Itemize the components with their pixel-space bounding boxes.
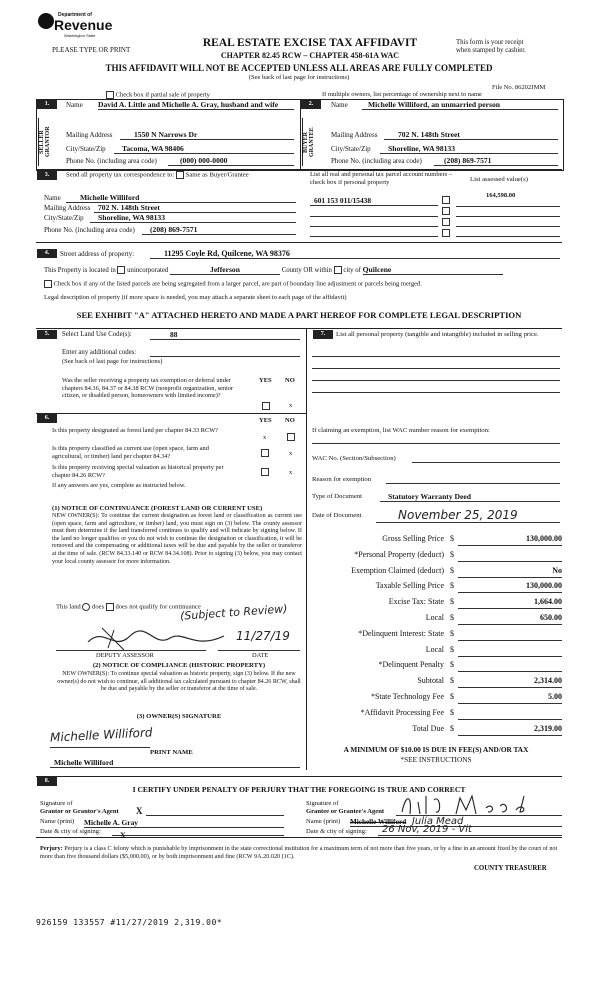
type-or-print: PLEASE TYPE OR PRINT xyxy=(52,46,131,54)
fee-label: *Affidavit Processing Fee xyxy=(360,707,444,717)
fee-dollar-sign: $ xyxy=(450,644,454,654)
fee-value xyxy=(458,645,562,657)
land-use-code: 88 xyxy=(170,330,178,339)
fee-value xyxy=(458,629,562,641)
notice-2-title: (2) NOTICE OF COMPLIANCE (HISTORIC PROPERTY) xyxy=(92,662,266,669)
owner-signature-hand: Michelle Williford xyxy=(49,725,153,745)
located-in-row xyxy=(44,265,503,275)
segregated-label: Check box if any of the listed parcels are being segregated from a larger parcel, are part of boundary line adjustment or parcels being merged. xyxy=(53,280,422,288)
historic-yes-checkbox[interactable] xyxy=(261,468,269,476)
fee-value xyxy=(458,550,562,562)
assessor-date-hand: 11/27/19 xyxy=(236,629,290,643)
buyer-phone: (208) 869-7571 xyxy=(434,156,558,166)
grantee-date-hand: 26 Nov, 2019 - Vit xyxy=(378,824,562,836)
personal-property-checkbox[interactable] xyxy=(442,196,450,204)
reason-label: Reason for exemption xyxy=(312,476,372,483)
fee-label: Local xyxy=(425,613,444,622)
wac-no-label: WAC No. (Section/Subsection) xyxy=(312,455,396,462)
assessed-heading: List assessed value(s) xyxy=(470,176,528,183)
send-correspondence-label: Send all property tax correspondence to: xyxy=(66,171,175,179)
if-yes-note: If any answers are yes, complete as instructed below. xyxy=(52,482,186,489)
grantor-x-mark: X xyxy=(136,806,143,816)
partial-sale-label: Check box if partial sale of property xyxy=(115,91,210,99)
fee-row xyxy=(312,597,562,610)
fee-value xyxy=(458,708,562,720)
buyer-address-label: Mailing Address xyxy=(331,131,378,139)
section-1-number: 1. xyxy=(37,100,57,109)
fee-value: 2,319.00 xyxy=(458,724,562,736)
section-7-number: 7. xyxy=(313,330,333,339)
seller-side-label: SELLER GRANTOR xyxy=(38,118,59,166)
grantee-sig-label-2: Grantee or Grantee's Agent xyxy=(306,808,385,815)
owner-sig-line xyxy=(50,747,150,748)
fee-label: Taxable Selling Price xyxy=(375,581,444,591)
no-header-6: NO xyxy=(285,417,295,424)
fee-row xyxy=(312,724,562,737)
seller-address: 1550 N Narrows Dr xyxy=(120,130,294,140)
property-street: 11295 Coyle Rd, Quilcene, WA 98376 xyxy=(150,249,560,259)
notice-1-text: NEW OWNER(S): To continue the current designation as forest land or classification as current use (open space, farm and agriculture, or timber) land, you must sign on (3) below. The county assessor must then determine if the land transferred continues to qualify and will indicate by signing below. If the land no longer qualifies or you do not wish to continue the designation or classification, it will be removed and the compensating or additional taxes will be due and payable by the seller or transferor at the time of sale. (RCW 84.33.140 or RCW 84.34.108). Prior to signing (3) below, you may contact your local county assessor for more information. xyxy=(52,513,302,565)
receipt-note-2: when stamped by cashier. xyxy=(456,47,526,54)
additional-codes-note: (See back of last page for instructions) xyxy=(62,358,163,365)
fee-label: Total Due xyxy=(412,723,444,733)
section-3-number: 3. xyxy=(37,171,57,180)
fee-label: *Delinquent Penalty xyxy=(378,660,444,670)
historic-question: Is this property receiving special valuation as historical property per chapter 84.26 RCW? xyxy=(52,464,224,479)
assessed-value: 164,598.00 xyxy=(486,192,516,199)
section-5-border xyxy=(36,328,306,329)
unincorporated-checkbox[interactable] xyxy=(117,266,125,274)
section-6-number: 6. xyxy=(37,414,57,423)
seller-name-label: Name xyxy=(66,101,83,109)
notice-2-text: NEW OWNER(S): To continue special valuation as historic property, sign (3) below. If the new owner(s) do not wish to continue, all additional tax calculated pursuant to chapter 84.26 RCW, shall be due and payable by the seller or transferor at the time of sale. xyxy=(57,671,301,693)
yes-header: YES xyxy=(259,377,272,384)
street-label: Street address of property: xyxy=(60,250,135,258)
fee-value: 130,000.00 xyxy=(458,581,562,593)
fee-dollar-sign: $ xyxy=(450,660,454,670)
county-treasurer: COUNTY TREASURER xyxy=(474,865,547,872)
fee-value: 130,000.00 xyxy=(458,534,562,546)
this-land-label: This land xyxy=(56,603,81,611)
corr-address: 702 N. 148th Street xyxy=(94,203,296,213)
current-use-yes-checkbox[interactable] xyxy=(261,449,269,457)
no-header: NO xyxy=(285,377,295,384)
fee-value: 1,664.00 xyxy=(458,597,562,609)
forest-land-question: Is this property designated as forest land per chapter 84.33 RCW? xyxy=(52,427,218,434)
fee-label: Subtotal xyxy=(417,676,444,686)
doc-date: November 25, 2019 xyxy=(376,508,560,523)
fee-dollar-sign: $ xyxy=(450,565,454,575)
fee-row xyxy=(312,692,562,705)
corr-name-label: Name xyxy=(44,194,61,202)
buyer-name: Michelle Williford, an unmarried person xyxy=(362,100,558,110)
personal-property-line xyxy=(312,392,560,393)
deputy-assessor-label: DEPUTY ASSESSOR xyxy=(96,652,154,659)
handwritten-subject-to-review: (Subject to Review) xyxy=(179,602,288,623)
logo-state-text: Washington State xyxy=(64,33,96,38)
exemption-no-mark: x xyxy=(289,402,293,409)
seller-phone: (000) 000-0000 xyxy=(168,156,294,166)
buyer-name-label: Name xyxy=(331,101,348,109)
file-number: File No. 86202JMM xyxy=(492,84,546,91)
receipt-stamp: 926159 133557 #11/27/2019 2,319.00* xyxy=(36,918,223,927)
current-use-no-mark: x xyxy=(289,450,293,457)
parcel-rows xyxy=(442,196,450,237)
fee-row xyxy=(312,534,562,547)
dor-logo xyxy=(38,10,113,40)
fee-row xyxy=(312,550,562,563)
send-correspondence xyxy=(66,171,249,179)
segregated-checkbox[interactable] xyxy=(44,280,52,288)
fee-value xyxy=(458,660,562,672)
exemption-claim-label: If claiming an exemption, list WAC number reason for exemption: xyxy=(312,427,490,434)
grantor-name: Michelle A. Gray xyxy=(84,818,284,828)
fee-dollar-sign: $ xyxy=(450,628,454,638)
yes-header-6: YES xyxy=(259,417,272,424)
fee-dollar-sign: $ xyxy=(450,723,454,733)
property-county: Jefferson xyxy=(170,265,280,275)
additional-codes-line xyxy=(150,356,300,357)
grantee-name-hand: Julia Mead xyxy=(411,816,464,827)
assessor-date-label: DATE xyxy=(252,652,269,659)
corr-phone: (208) 869-7571 xyxy=(142,225,296,235)
fee-value: 2,314.00 xyxy=(458,676,562,688)
corr-city: Shoreline, WA 98133 xyxy=(90,213,296,223)
assessor-sig-line xyxy=(56,650,206,651)
fee-dollar-sign: $ xyxy=(450,534,454,543)
owner-print-name: Michelle Williford xyxy=(50,758,300,768)
historic-no-mark: x xyxy=(289,469,293,476)
grantor-name-label: Name (print) xyxy=(40,818,75,825)
same-as-buyer-checkbox[interactable] xyxy=(176,171,184,179)
section-5-number: 5. xyxy=(37,330,57,339)
fee-row xyxy=(312,613,562,626)
personal-property-label: List all personal property (tangible and intangible) included in selling price. xyxy=(336,331,539,338)
buyer-phone-label: Phone No. (including area code) xyxy=(331,157,422,165)
form-title: REAL ESTATE EXCISE TAX AFFIDAVIT xyxy=(202,37,418,49)
forest-yes-mark: x xyxy=(263,434,267,441)
fee-label: Gross Selling Price xyxy=(382,534,444,543)
fee-dollar-sign: $ xyxy=(450,549,454,559)
logo-mark-icon xyxy=(38,13,54,29)
assessed-line xyxy=(456,206,560,207)
fee-label: *Delinquent Interest: State xyxy=(358,628,444,638)
minimum-fee-note: A MINIMUM OF $10.00 IS DUE IN FEE(S) AND/OR TAX xyxy=(343,745,529,754)
multiple-owners-note: If multiple owners, list percentage of ownership next to name xyxy=(322,91,482,98)
seller-address-label: Mailing Address xyxy=(66,131,113,139)
fee-value: 650.00 xyxy=(458,613,562,625)
grantee-date-label: Date & city of signing: xyxy=(306,828,367,835)
corr-address-label: Mailing Address xyxy=(44,204,91,212)
see-instructions: (See back of last page for instructions) xyxy=(248,74,350,81)
fee-row xyxy=(312,581,562,594)
parcel-heading: List all real and personal tax parcel account numbers – check box if personal property xyxy=(310,171,453,186)
city-of-label: city of xyxy=(343,267,361,274)
forest-no-checkbox[interactable] xyxy=(287,433,295,441)
buyer-address: 702 N. 148th Street xyxy=(384,130,558,140)
form-warning: THIS AFFIDAVIT WILL NOT BE ACCEPTED UNLESS ALL AREAS ARE FULLY COMPLETED xyxy=(105,63,493,73)
fee-row xyxy=(312,676,562,689)
does-label: does xyxy=(92,603,105,611)
fee-label: *Personal Property (deduct) xyxy=(354,549,444,559)
form-chapter: CHAPTER 82.45 RCW – CHAPTER 458-61A WAC xyxy=(220,51,400,60)
land-use-label: Select Land Use Code(s): xyxy=(62,331,132,338)
fee-dollar-sign: $ xyxy=(450,692,454,701)
fee-row xyxy=(312,566,562,579)
notice-1-title: (1) NOTICE OF CONTINUANCE (FOREST LAND OR CURRENT USE) xyxy=(52,505,263,512)
doc-type: Statutory Warranty Deed xyxy=(380,492,560,502)
seller-city-label: City/State/Zip xyxy=(66,145,106,153)
assessor-date-line xyxy=(218,650,300,651)
section-divider xyxy=(300,99,301,169)
perjury-label: Perjury: xyxy=(40,845,63,852)
fee-value: 5.00 xyxy=(458,692,562,704)
perjury-text: Perjury is a class C felony which is punishable by imprisonment in the state correctional institution for a maximum term of not more than five years, or by a fine in an amount fixed by the court of not more than five thousand dollars ($5,000.00), or by both imprisonment and fine (RCW 9A.20.020 (1C). xyxy=(40,845,558,860)
parcel-line xyxy=(310,236,438,237)
fee-label: Exemption Claimed (deduct) xyxy=(351,565,444,575)
fee-label: Excise Tax: State xyxy=(388,597,444,607)
doc-date-label: Date of Document xyxy=(312,512,362,519)
located-in-label: This Property is located in xyxy=(44,267,116,274)
personal-property-checkbox[interactable] xyxy=(442,207,450,215)
buyer-city: Shoreline, WA 98133 xyxy=(380,144,558,154)
logo-dept-text: Department of xyxy=(58,12,92,18)
parcel-line xyxy=(310,216,438,217)
grantee-sig-label-1: Signature of xyxy=(306,800,339,807)
exemption-claim-line xyxy=(312,443,560,444)
fee-dollar-sign: $ xyxy=(450,707,454,717)
fee-value: No xyxy=(458,566,562,578)
assessed-line xyxy=(456,216,560,217)
grantor-date-line xyxy=(112,835,284,836)
mid-divider xyxy=(306,328,307,770)
section-7-border xyxy=(306,328,562,329)
section-6-border xyxy=(36,413,306,414)
property-city: Quilcene xyxy=(363,265,503,275)
owner-signature-label: (3) OWNER(S) SIGNATURE xyxy=(136,713,222,720)
logo-name-text: Revenue xyxy=(54,17,113,33)
buyer-side-label: BUYER GRANTEE xyxy=(302,118,323,166)
grantee-name-struck: Michelle Williford xyxy=(350,818,407,826)
fee-label: *State Technology Fee xyxy=(370,692,444,701)
corr-phone-label: Phone No. (including area code) xyxy=(44,226,135,234)
personal-property-checkbox[interactable] xyxy=(442,229,450,237)
seller-city: Tacoma, WA 98406 xyxy=(114,144,294,154)
personal-property-line xyxy=(312,356,560,357)
exemption-yes-checkbox[interactable] xyxy=(262,402,270,410)
section-2-number: 2. xyxy=(301,100,321,109)
exemption-question: Was the seller receiving a property tax exemption or deferral under chapters 84.36, 84.37 or 84.38 RCW (nonprofit organization, senior citizen, or disabled person, homeowners with limited income)? xyxy=(62,377,233,399)
does-checkbox[interactable] xyxy=(82,603,90,611)
section-8-number: 8. xyxy=(37,777,57,786)
unincorporated-label: unincorporated xyxy=(127,267,169,274)
personal-property-checkbox[interactable] xyxy=(442,218,450,226)
fee-dollar-sign: $ xyxy=(450,597,454,607)
current-use-question: Is this property classified as current use (open space, farm and agricultural, or timber) land per chapter 84.34? xyxy=(52,445,209,460)
buyer-city-label: City/State/Zip xyxy=(331,145,371,153)
receipt-note-1: This form is your receipt xyxy=(456,39,524,46)
grantee-name-label: Name (print) xyxy=(306,818,341,825)
corr-city-label: City/State/Zip xyxy=(44,214,84,222)
section-4-number: 4. xyxy=(37,249,57,258)
segregated-row xyxy=(44,280,422,288)
fee-dollar-sign: $ xyxy=(450,676,454,686)
seller-name: David A. Little and Michelle A. Gray, husband and wife xyxy=(98,100,294,110)
exhibit-a: SEE EXHIBIT "A" ATTACHED HERETO AND MADE A PART HEREOF FOR COMPLETE LEGAL DESCRIPTION xyxy=(76,310,522,320)
corr-name: Michelle Williford xyxy=(66,193,296,203)
assessed-line xyxy=(456,226,560,227)
fee-label: Local xyxy=(425,644,444,654)
legal-description-label: Legal description of property (if more space is needed, you may attach a separate sheet to each page of the affidavit) xyxy=(44,294,347,301)
parcel-number: 601 153 011/15438 xyxy=(310,196,438,206)
grantor-date-label: Date & city of signing: xyxy=(40,828,101,835)
reason-line xyxy=(386,483,560,484)
perjury-notice xyxy=(40,845,562,861)
additional-codes-label: Enter any additional codes: xyxy=(62,349,137,356)
same-as-buyer-label: Same as Buyer/Grantee xyxy=(185,171,249,179)
partial-sale-row xyxy=(106,91,210,99)
grantor-sig-line xyxy=(146,815,284,816)
wac-no-line xyxy=(412,462,560,463)
print-name-label: PRINT NAME xyxy=(150,749,193,756)
fee-row xyxy=(312,629,562,642)
seller-phone-label: Phone No. (including area code) xyxy=(66,157,157,165)
doc-type-label: Type of Document xyxy=(312,493,363,500)
fee-row xyxy=(312,708,562,721)
does-not-checkbox[interactable] xyxy=(106,603,114,611)
grantor-sig-label-2: Grantor or Grantor's Agent xyxy=(40,808,119,815)
parcel-line xyxy=(310,226,438,227)
fee-dollar-sign: $ xyxy=(450,613,454,622)
county-or-label: County OR within xyxy=(281,267,332,274)
city-of-checkbox[interactable] xyxy=(334,266,342,274)
fee-row xyxy=(312,660,562,673)
certify-statement: I CERTIFY UNDER PENALTY OF PERJURY THAT THE FOREGOING IS TRUE AND CORRECT xyxy=(132,785,466,794)
fee-dollar-sign: $ xyxy=(450,581,454,591)
see-instructions-note: *SEE INSTRUCTIONS xyxy=(400,755,472,764)
grantor-sig-label-1: Signature of xyxy=(40,800,73,807)
does-not-label: does not qualify for continuance xyxy=(115,603,201,611)
land-use-line xyxy=(150,339,300,340)
fee-row xyxy=(312,645,562,658)
partial-sale-checkbox[interactable] xyxy=(106,91,114,99)
personal-property-line xyxy=(312,380,560,381)
assessed-line xyxy=(456,236,560,237)
grantor-date-x: X xyxy=(120,831,126,840)
personal-property-line xyxy=(312,368,560,369)
